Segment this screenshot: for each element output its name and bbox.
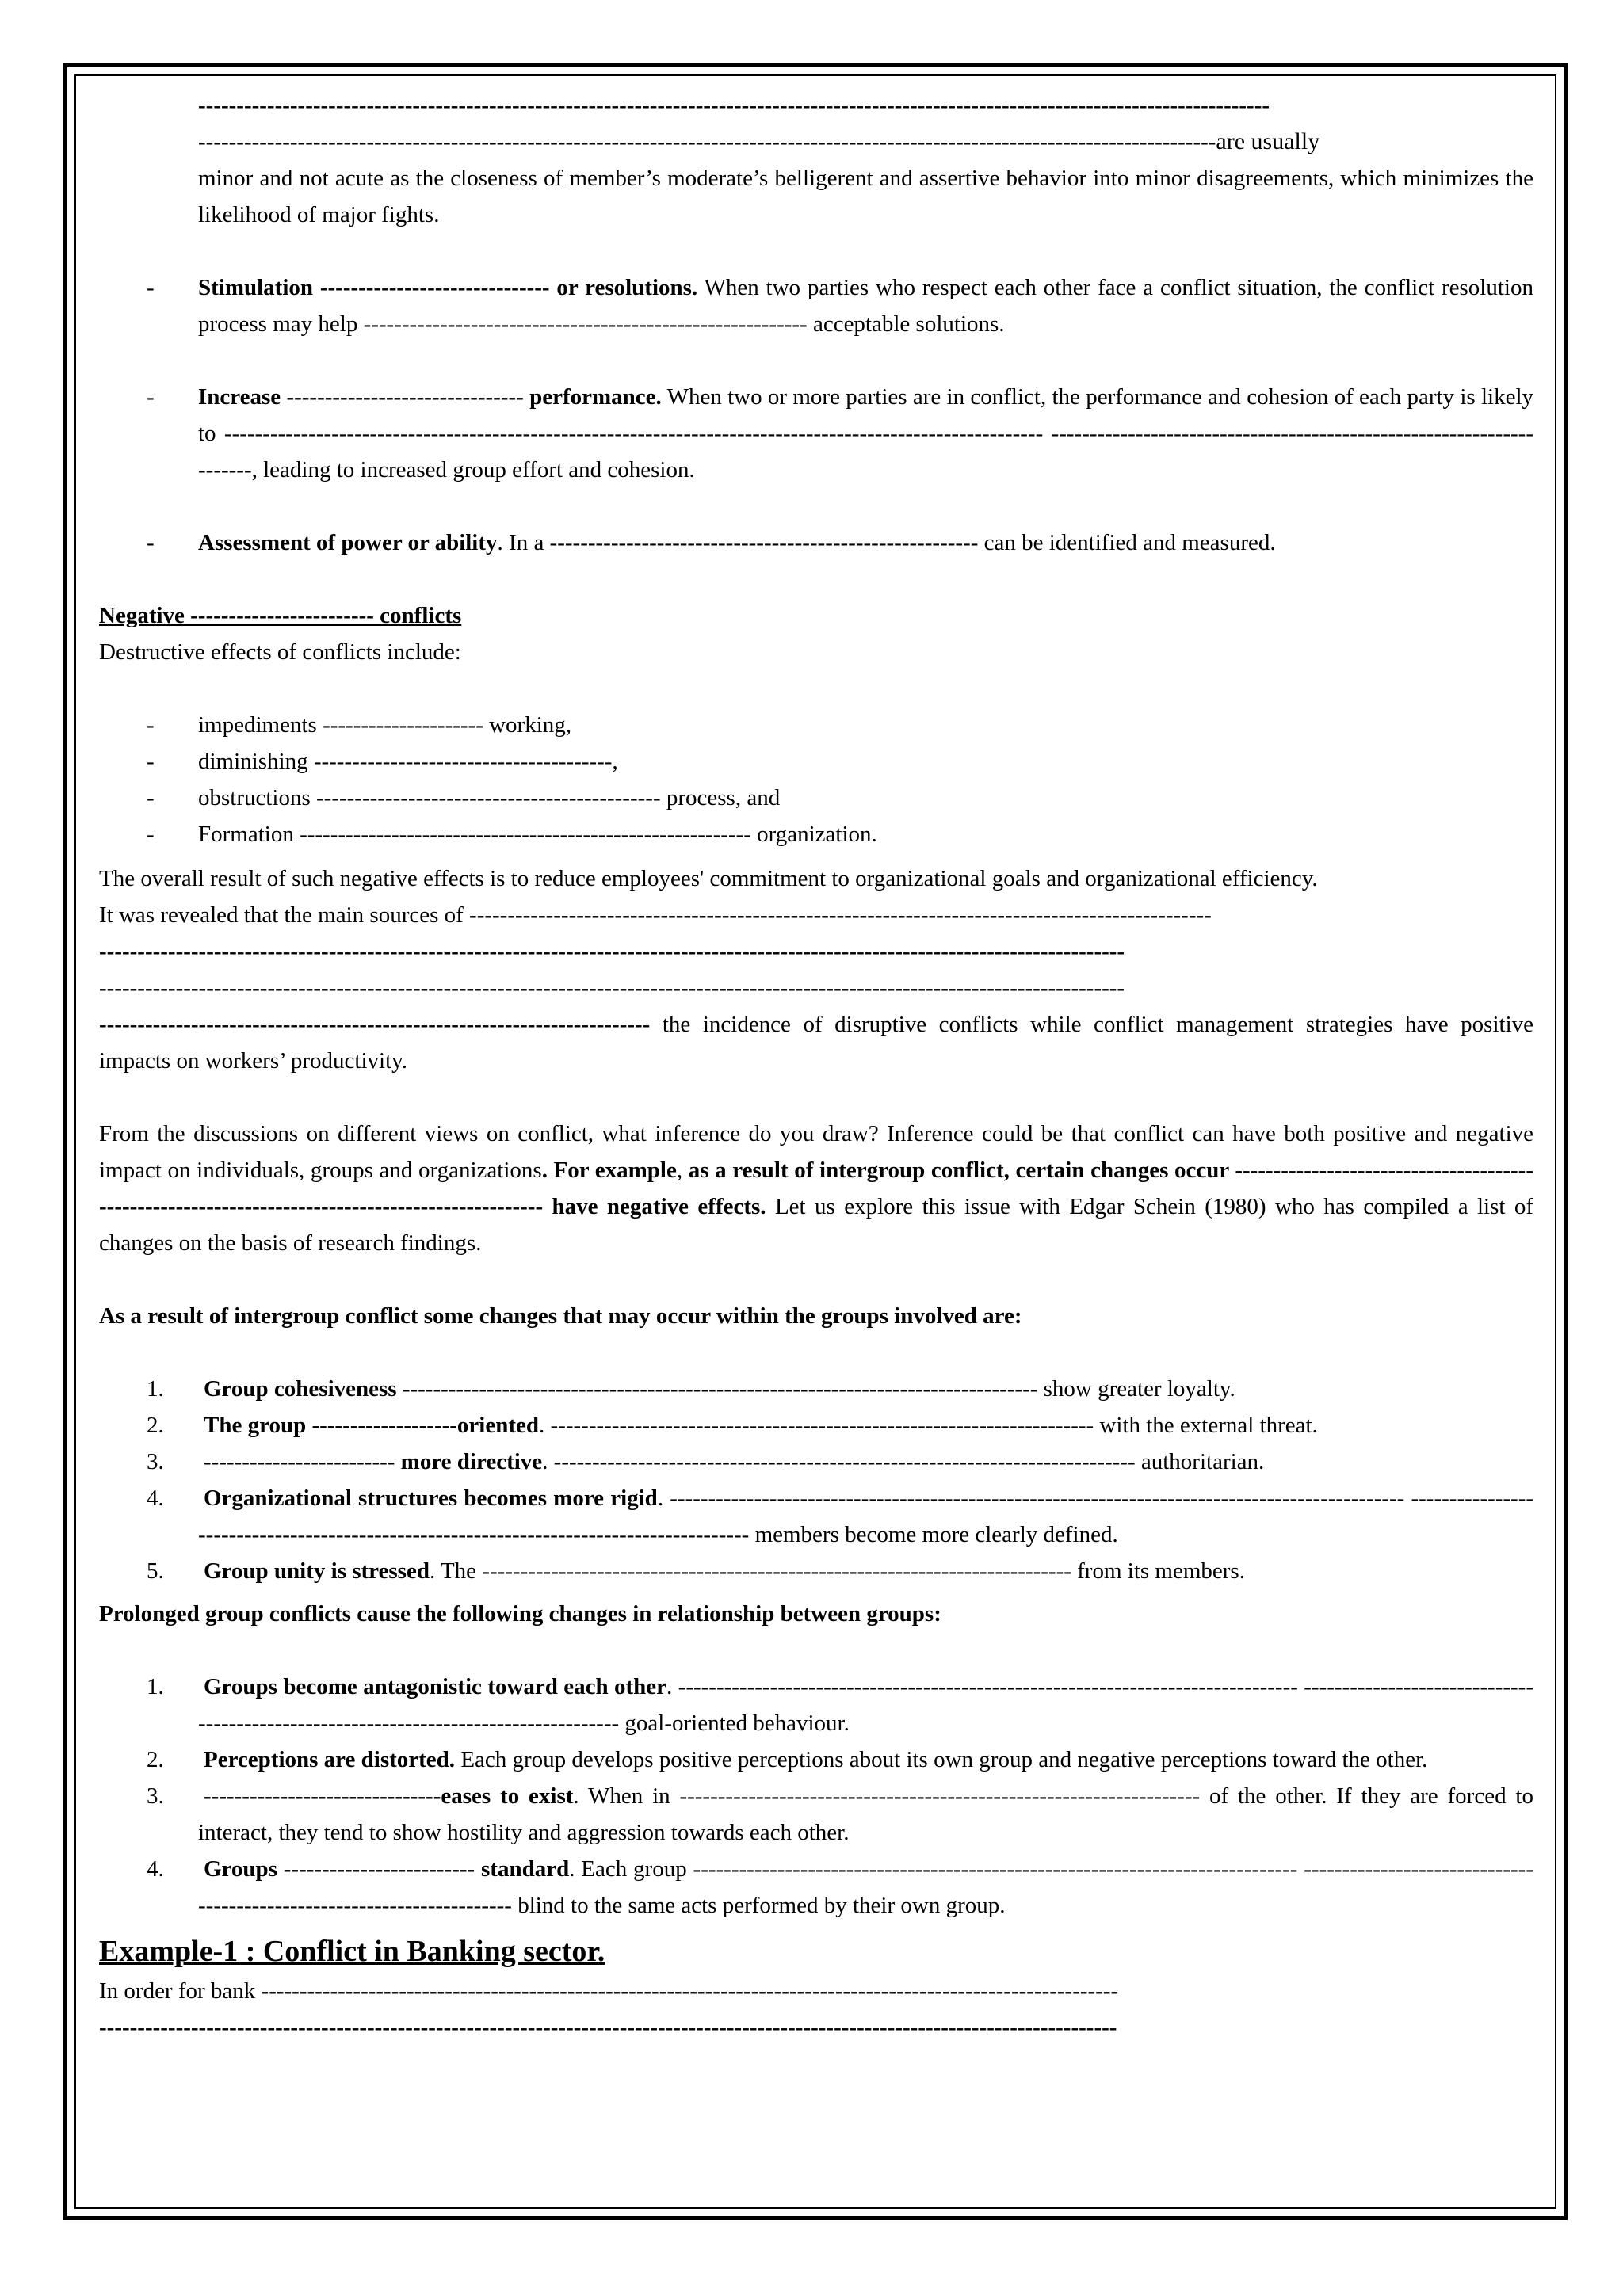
item-number: 3. [147,1449,164,1474]
discussion-bold-2: as a result of intergroup conflict, certain changes occur ------------------------------------------------------------------------------------------------- have negative effects. [99,1158,1533,1219]
list-marker: - [147,530,155,555]
between-item-4 [99,1851,1533,1924]
item-bold: Increase ------------------------------- performance. [198,384,662,410]
list-marker: - [147,712,155,738]
item-text: . ---------------------------------------------------------------------------- authoritarian. [542,1449,1265,1474]
item-number: 5. [147,1558,164,1584]
within-groups-heading: As a result of intergroup conflict some changes that may occur within the groups involved are: [99,1303,1022,1329]
item-bold: Organizational structures becomes more rigid [204,1486,658,1511]
positive-item-increase [99,379,1533,488]
revealed-dashes-2: -------------------------------------------------------------------------------------------------------------------------------------- [99,939,1125,964]
item-number: 1. [147,1674,164,1699]
discussion-comma: , [676,1158,689,1183]
within-item-2 [99,1407,1533,1444]
item-text: . ----------------------------------------------------------------------- with the external threat. [539,1413,1318,1438]
negative-item-text: obstructions --------------------------------------------- process, and [198,785,781,810]
negative-item [99,816,1533,852]
negative-item-text: diminishing ---------------------------------------, [198,749,618,774]
item-text: . ------------------------------------------------------------------------------------------------ ---------------------------------------------------------------------------------------- members become more clearly defined. [198,1486,1534,1547]
negative-item [99,707,1533,743]
item-text: . The ----------------------------------------------------------------------------- from its members. [429,1558,1245,1584]
item-bold: Perceptions are distorted. [204,1747,456,1772]
list-marker: - [147,749,155,774]
document-body [99,87,1533,2046]
discussion-text: From the discussions on different views on conflict, what inference do you draw? Inference could be that conflict can have both positive and negative impact on individuals, groups and organizations [99,1121,1533,1183]
negative-item-text: impediments --------------------- working, [198,712,572,738]
negative-item-text: Formation ----------------------------------------------------------- organization. [198,822,877,847]
between-groups-heading: Prolonged group conflicts cause the following changes in relationship between groups: [99,1601,941,1627]
discussion-bold: . For example [541,1158,677,1183]
item-text: When two parties who respect each other face a conflict situation, the conflict resolution process may help ---------------------------------------------------------- acceptable solutions. [198,275,1533,337]
list-marker: - [147,275,155,300]
item-bold: Stimulation ------------------------------ or resolutions. [198,275,698,300]
list-marker: - [147,822,155,847]
example-start: In order for bank [99,1978,262,2004]
item-bold: Groups ------------------------- standard [204,1856,570,1882]
negative-result: The overall result of such negative effects is to reduce employees' commitment to organizational goals and organizational efficiency. [99,866,1318,891]
within-item-5 [99,1553,1533,1589]
between-item-3 [99,1778,1533,1851]
intro-dash-line: -------------------------------------------------------------------------------------------------------------------------------------------- [198,93,1270,118]
intro-text: minor and not acute as the closeness of member’s moderate’s belligerent and assertive behavior into minor disagreements, which minimizes the likelihood of major fights. [198,166,1533,227]
item-text: . When in -------------------------------------------------------------------- of the other. If they are forced to interact, they tend to show hostility and aggression towards each other. [198,1783,1533,1845]
example-dashes-1: ---------------------------------------------------------------------------------------------------------------- [261,1978,1119,2004]
item-number: 2. [147,1747,164,1772]
revealed-tail: the incidence of disruptive conflicts while conflict management strategies have positive impacts on workers’ productivity. [99,1012,1533,1074]
item-text: . In a -------------------------------------------------------- can be identified and measured. [497,530,1276,555]
item-text: When two or more parties are in conflict, the performance and cohesion of each party is likely to ----------------------------------------------------------------------------------------------------------- ----------------------------------------------------------------------, leading to increased group effort and cohesion. [198,384,1534,482]
discussion-paragraph [99,1116,1533,1261]
revealed-dashes-1: ------------------------------------------------------------------------------------------------- [469,902,1212,928]
between-item-1 [99,1669,1533,1741]
item-bold: Group unity is stressed [204,1558,430,1584]
item-bold: -------------------------------eases to exist [204,1783,574,1809]
item-text: ----------------------------------------------------------------------------------- show greater loyalty. [396,1376,1235,1402]
list-marker: - [147,384,155,410]
negative-item [99,780,1533,816]
item-number: 4. [147,1486,164,1511]
within-item-4 [99,1480,1533,1553]
item-number: 2. [147,1413,164,1438]
list-marker: - [147,785,155,810]
item-bold: The group -------------------oriented [204,1413,540,1438]
intro-line-2-tail: are usually [1216,128,1320,154]
example-heading: Example-1 : Conflict in Banking sector. [99,1935,605,1968]
negative-heading: Negative ------------------------ conflicts [99,603,462,628]
item-number: 4. [147,1856,164,1882]
within-item-1 [99,1371,1533,1407]
item-bold: Assessment of power or ability [198,530,498,555]
item-text: . --------------------------------------------------------------------------------- ------------------------------------------------------------------------------------- goal-oriented behaviour. [198,1674,1533,1736]
revealed-dashes-4: ------------------------------------------------------------------------ [99,1012,651,1037]
intro-block [99,87,1533,233]
item-number: 3. [147,1783,164,1809]
negative-intro: Destructive effects of conflicts include: [99,639,461,665]
revealed-start: It was revealed that the main sources of [99,902,470,928]
revealed-dashes-3: -------------------------------------------------------------------------------------------------------------------------------------- [99,975,1125,1001]
item-bold: Groups become antagonistic toward each other [204,1674,667,1699]
positive-item-assessment [99,524,1533,561]
positive-item-stimulation [99,269,1533,342]
negative-item [99,743,1533,780]
item-number: 1. [147,1376,164,1402]
item-bold: Group cohesiveness [204,1376,397,1402]
intro-dash-line-2: ------------------------------------------------------------------------------------------------------------------------------------- [198,129,1216,154]
item-text: Each group develops positive perceptions about its own group and negative perceptions toward the other. [455,1747,1428,1772]
example-dashes-2: ------------------------------------------------------------------------------------------------------------------------------------- [99,2015,1117,2040]
discussion-text-2: Let us explore this issue with Edgar Schein (1980) who has compiled a list of changes on the basis of research findings. [99,1194,1533,1256]
within-item-3 [99,1444,1533,1480]
item-bold: ------------------------- more directive [204,1449,543,1474]
between-item-2 [99,1741,1533,1778]
item-text: . Each group ------------------------------------------------------------------------------- ----------------------------------------------------------------------- blind to the same acts performed by their own group. [198,1856,1533,1918]
